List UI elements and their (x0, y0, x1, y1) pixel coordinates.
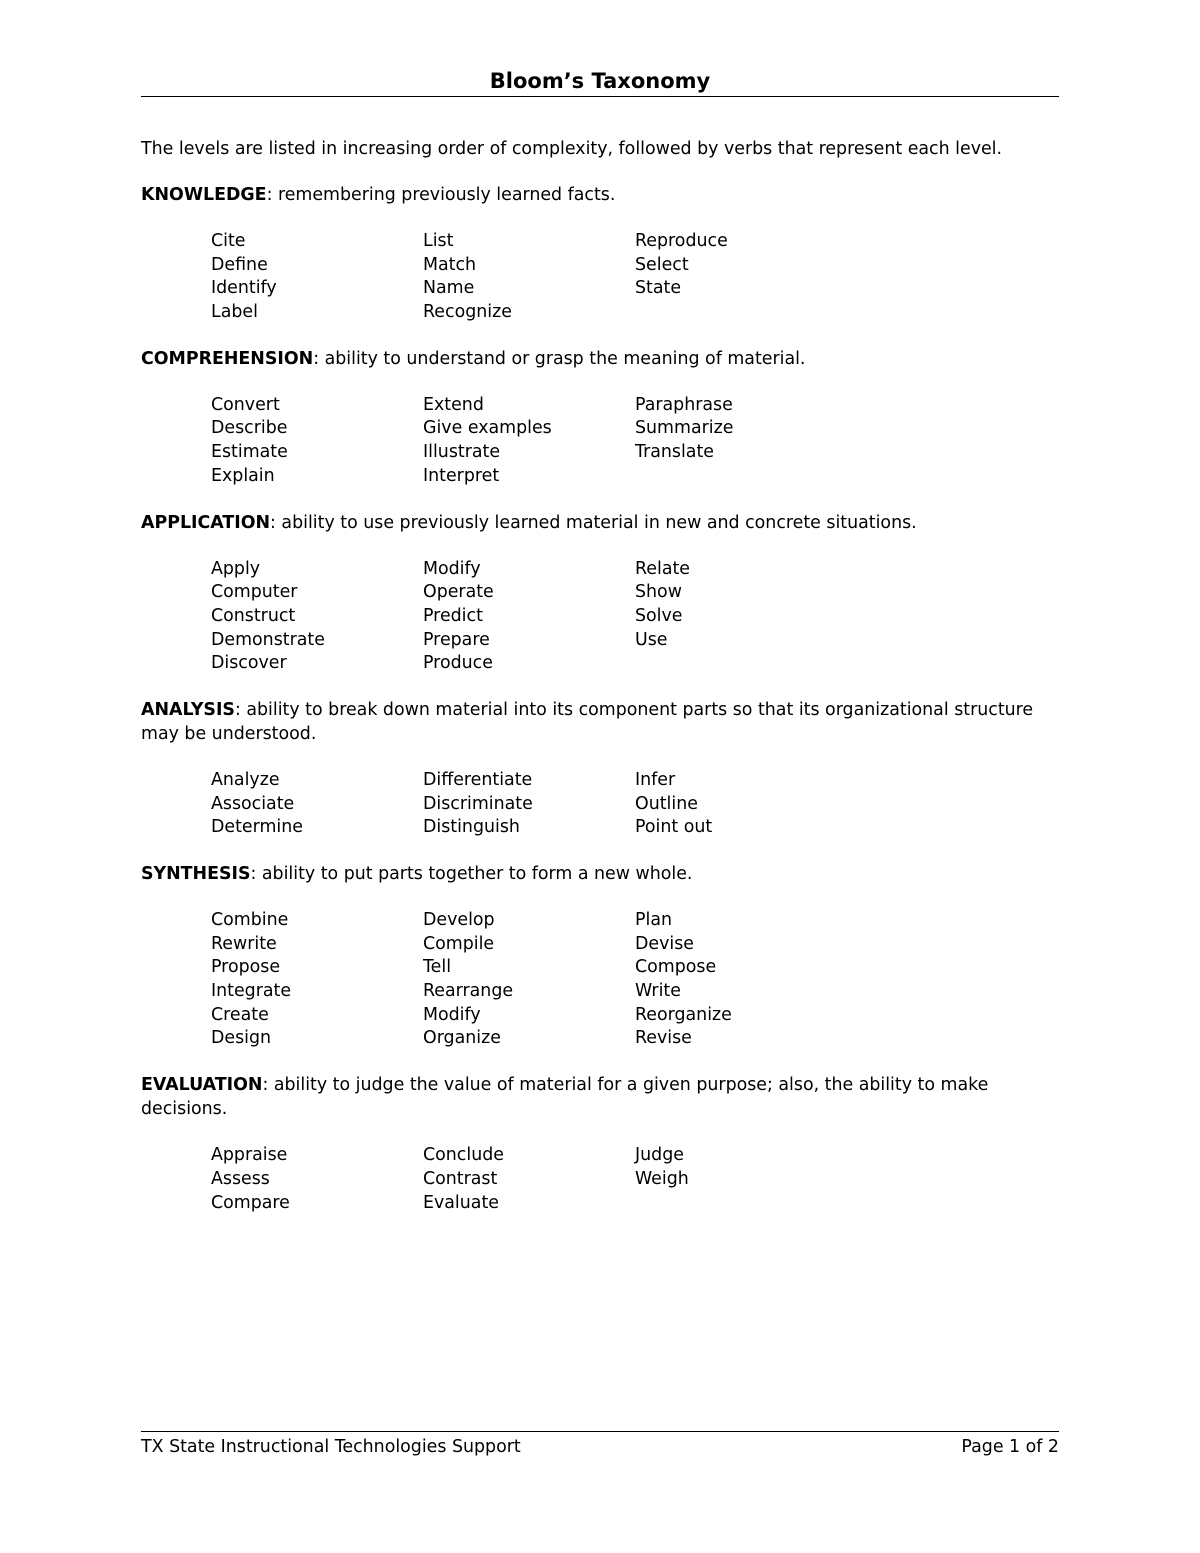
verb-item: Revise (635, 1028, 692, 1049)
footer-organization: TX State Instructional Technologies Support (141, 1437, 521, 1457)
verb-item: Infer (635, 769, 676, 790)
verb-item: Devise (635, 933, 694, 954)
verb-item: Translate (635, 442, 714, 463)
verb-grid (211, 909, 1059, 1051)
verb-item: Write (635, 981, 681, 1002)
intro-paragraph: The levels are listed in increasing order of complexity, followed by verbs that represent each level. (141, 139, 1003, 159)
verb-item: Differentiate (423, 769, 533, 790)
verb-item: State (635, 278, 682, 299)
verb-grid (211, 230, 1059, 325)
level-heading (141, 698, 1059, 746)
verb-item: Demonstrate (211, 629, 325, 650)
verb-item: Assess (211, 1168, 270, 1189)
verb-item: Interpret (423, 465, 500, 486)
verb-item: Predict (423, 605, 483, 626)
verb-item: Outline (635, 793, 698, 814)
verb-item: Reproduce (635, 231, 728, 251)
verb-item: Computer (211, 582, 298, 603)
verb-item: Cite (211, 231, 246, 251)
verb-item: Apply (211, 558, 261, 579)
verb-item (635, 652, 847, 676)
verb-item: Tell (423, 957, 452, 978)
verb-item: Appraise (211, 1145, 288, 1166)
verb-item: Propose (211, 957, 281, 978)
verb-item: Reorganize (635, 1004, 732, 1025)
verb-item: Name (423, 278, 475, 299)
verb-item: Associate (211, 793, 295, 814)
verb-item: Illustrate (423, 442, 501, 463)
verb-item: Paraphrase (635, 394, 733, 415)
verb-item: Evaluate (423, 1192, 499, 1213)
verb-item: Modify (423, 1004, 481, 1025)
verb-item: Label (211, 302, 258, 323)
verb-item (635, 301, 847, 325)
verb-item: Discover (211, 653, 287, 674)
verb-item: Summarize (635, 418, 734, 439)
verb-item: Analyze (211, 769, 280, 790)
verb-item: Select (635, 254, 689, 275)
document-body (141, 137, 1059, 1237)
verb-item: Create (211, 1004, 269, 1025)
level-name: KNOWLEDGE (141, 185, 267, 205)
level-name: APPLICATION (141, 512, 271, 533)
verb-grid (211, 769, 1059, 840)
level-description: : ability to understand or grasp the meaning of material. (313, 348, 806, 369)
verb-item (635, 1192, 847, 1216)
header-rule (141, 96, 1059, 97)
verb-item: Explain (211, 465, 275, 486)
level-description: : remembering previously learned facts. (266, 185, 616, 205)
verb-item: Distinguish (423, 817, 520, 838)
level-description: : ability to break down material into its component parts so that its organizational structure may be understood. (141, 699, 1034, 744)
verb-item: Organize (423, 1028, 501, 1049)
verb-grid (211, 1144, 1059, 1215)
level-section-evaluation (141, 1073, 1059, 1215)
level-name: COMPREHENSION (141, 348, 314, 369)
verb-item: Match (423, 254, 477, 275)
level-heading (141, 511, 1059, 535)
verb-item: Contrast (423, 1168, 498, 1189)
verb-item: Define (211, 254, 268, 275)
verb-item: Compare (211, 1192, 290, 1213)
footer-rule (141, 1431, 1059, 1432)
level-description: : ability to judge the value of material for a given purpose; also, the ability to make decisions. (141, 1075, 989, 1120)
level-name: EVALUATION (141, 1075, 263, 1096)
verb-item: Judge (635, 1145, 684, 1166)
level-heading (141, 862, 1059, 886)
verb-item: Prepare (423, 629, 490, 650)
level-section-analysis (141, 698, 1059, 840)
verb-item: Recognize (423, 302, 512, 323)
verb-item: Compile (423, 933, 495, 954)
level-description: : ability to put parts together to form a new whole. (250, 864, 693, 884)
verb-item (635, 465, 847, 489)
verb-item: Modify (423, 558, 481, 579)
verb-item: Use (635, 629, 668, 650)
verb-item: List (423, 231, 454, 251)
verb-item: Give examples (423, 418, 552, 439)
verb-item: Rearrange (423, 981, 514, 1002)
verb-item: Convert (211, 394, 280, 415)
verb-item: Construct (211, 605, 296, 626)
verb-item: Integrate (211, 981, 292, 1002)
level-description: : ability to use previously learned material in new and concrete situations. (270, 512, 917, 533)
verb-item: Plan (635, 910, 672, 930)
verb-item: Produce (423, 653, 493, 674)
verb-item: Weigh (635, 1168, 689, 1189)
level-section-application (141, 511, 1059, 676)
verb-item: Combine (211, 910, 289, 930)
level-section-knowledge (141, 183, 1059, 325)
level-heading (141, 347, 1059, 371)
verb-item: Determine (211, 817, 303, 838)
levels-list (141, 183, 1059, 1215)
verb-item: Discriminate (423, 793, 533, 814)
verb-grid (211, 558, 1059, 676)
verb-item: Show (635, 582, 682, 603)
document-page (141, 0, 1059, 1553)
verb-item: Extend (423, 394, 484, 415)
verb-item: Describe (211, 418, 288, 439)
level-heading (141, 1073, 1059, 1121)
verb-item: Solve (635, 605, 683, 626)
level-section-synthesis (141, 862, 1059, 1051)
verb-item: Compose (635, 957, 717, 978)
verb-item: Identify (211, 278, 277, 299)
verb-item: Estimate (211, 442, 288, 463)
document-title: Bloom’s Taxonomy (489, 69, 711, 93)
verb-item: Relate (635, 558, 691, 579)
level-heading (141, 183, 1059, 207)
page-number: Page 1 of 2 (961, 1437, 1059, 1457)
verb-grid (211, 394, 1059, 489)
verb-item: Point out (635, 817, 713, 838)
level-name: SYNTHESIS (141, 864, 251, 884)
verb-item: Operate (423, 582, 494, 603)
verb-item: Rewrite (211, 933, 277, 954)
verb-item: Design (211, 1028, 272, 1049)
level-section-comprehension (141, 347, 1059, 489)
level-name: ANALYSIS (141, 699, 235, 720)
verb-item: Conclude (423, 1145, 504, 1166)
verb-item: Develop (423, 910, 495, 930)
